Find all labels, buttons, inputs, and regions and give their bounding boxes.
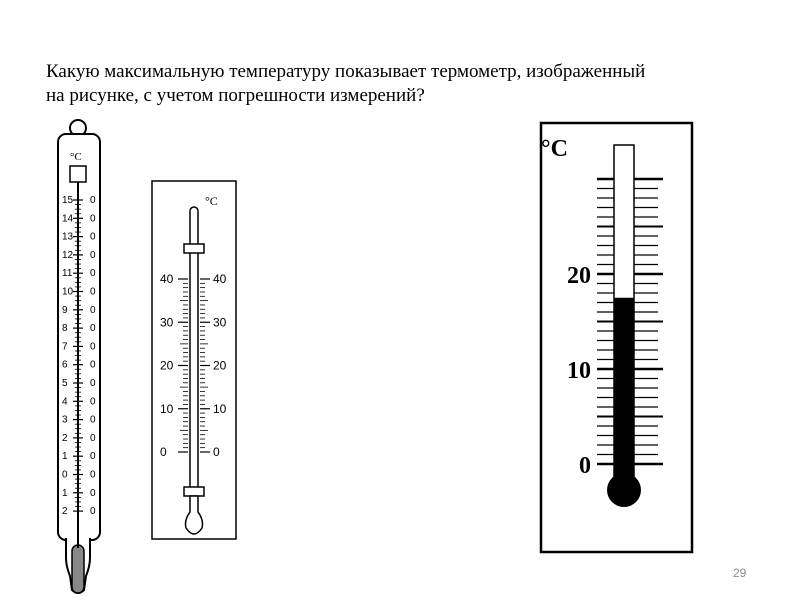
scale-label-right: 0 [90, 396, 96, 408]
liquid-column [614, 298, 634, 485]
scale-label-left: 9 [62, 304, 68, 316]
scale-label-left: 12 [62, 249, 74, 261]
scale-label-left: 7 [62, 341, 68, 353]
scale-label-left: 1 [62, 451, 68, 463]
scale-label-left: 1 [62, 487, 68, 499]
bulb [607, 473, 641, 507]
scale-label-right: 0 [90, 359, 96, 371]
scale-label-right: 20 [213, 358, 227, 373]
unit-label: °C [205, 194, 218, 208]
scale-label-right: 0 [90, 231, 96, 243]
scale-label: 10 [567, 358, 591, 384]
scale-label-left: 30 [160, 315, 174, 330]
scale-label-left: 20 [160, 358, 174, 373]
scale-label-left: 0 [160, 445, 167, 459]
scale-label-right: 0 [90, 304, 96, 316]
scale-label-left: 13 [62, 231, 74, 243]
scale-label-left: 5 [62, 378, 68, 389]
scale-label-left: 6 [62, 359, 68, 371]
scale-label-right: 0 [90, 195, 96, 206]
scale-label-right: 0 [90, 323, 96, 335]
scale-label-right: 30 [213, 315, 227, 330]
scale-label: 20 [567, 263, 591, 289]
scale-label-right: 0 [90, 506, 96, 518]
slide-number: 29 [733, 566, 747, 580]
scale-label-left: 15 [62, 195, 74, 206]
scale-label-left: 10 [62, 286, 74, 298]
scale-label-left: 2 [62, 432, 68, 444]
scale-label-right: 0 [90, 268, 96, 280]
unit-label: °C [70, 151, 82, 163]
scale-label-left: 14 [62, 213, 74, 225]
unit-label: °C [541, 136, 568, 162]
scale-label-right: 0 [90, 469, 96, 481]
scale-label-right: 0 [90, 414, 96, 426]
scale-label-left: 8 [62, 323, 68, 335]
scale-label-right: 0 [213, 445, 220, 459]
scale-label-right: 0 [90, 451, 96, 463]
scale-label-right: 0 [90, 341, 96, 353]
scale-label-right: 0 [90, 432, 96, 444]
question-line-1: Какую максимальную температуру показывает термометр, изображенный [46, 61, 646, 82]
scale-label-left: 11 [62, 268, 73, 280]
scale-label-left: 2 [62, 506, 68, 518]
scale-label-right: 0 [90, 249, 96, 261]
scale-label-left: 3 [62, 414, 68, 426]
scale-label-right: 0 [90, 487, 96, 499]
scale-label-right: 0 [90, 286, 96, 298]
scale-label-right: 0 [90, 378, 96, 389]
scale-label-right: 40 [213, 272, 227, 286]
scale-label-right: 0 [90, 213, 96, 225]
scale-label-left: 10 [160, 401, 174, 416]
question-line-2: на рисунке, с учетом погрешности измерений? [46, 85, 425, 106]
scale-label-left: 40 [160, 272, 174, 286]
scale-label-left: 4 [62, 396, 68, 408]
scale-label: 0 [579, 453, 591, 479]
scale-label-left: 0 [62, 469, 68, 481]
scale-label-right: 10 [213, 401, 227, 416]
